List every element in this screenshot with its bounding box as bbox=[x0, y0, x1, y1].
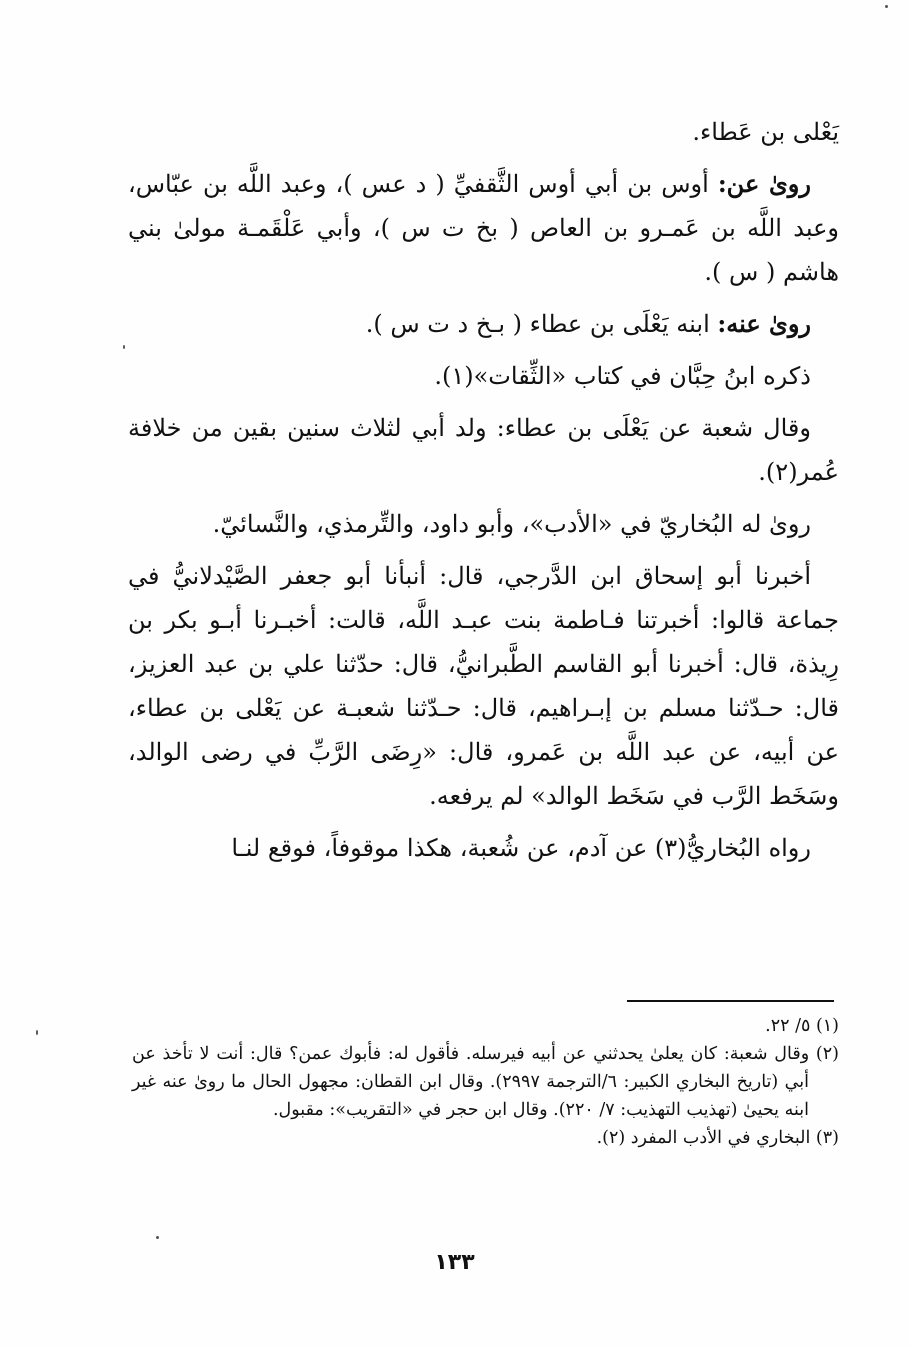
hadith-chain-paragraph: أخبرنا أبو إسحاق ابن الدَّرجي، قال: أنبأنا أبو جعفر الصَّيْدلانيُّ في جماعة قالوا: أخبرتنا فـاطمة بنت عبـد اللَّه، قالت: أخبـرنا أبـو بكر بن رِيذة، قال: أخبرنا أبو القاسم الطَّبرانيُّ، قال: حدّثنا علي بن عبد العزيز، قال: حـدّثنا مسلم بن إبـراهيم، قال: حـدّثنا شعبـة عن يَعْلى بن عطاء، عن أبيه، عن عبد اللَّه بن عَمرو، قال: «رِضَى الرَّبِّ في رضى الوالد، وسَخَط الرَّب في سَخَط الوالد» لم يرفعه. bbox=[128, 562, 839, 810]
narrated-by-text: ابنه يَعْلَى بن عطاء ( بـخ د ت س ). bbox=[365, 310, 710, 338]
scan-speck bbox=[156, 1236, 159, 1239]
shuba-paragraph: وقال شعبة عن يَعْلَى بن عطاء: ولد أبي لثلاث سنين بقين من خلافة عُمر(٢). bbox=[128, 414, 839, 486]
narrators-paragraph: روىٰ له البُخاريّ في «الأدب»، وأبو داود، والتِّرمذي، والنَّسائيّ. bbox=[212, 510, 811, 538]
scan-speck bbox=[885, 5, 888, 8]
main-text bbox=[128, 110, 839, 878]
footnote-separator bbox=[627, 1000, 834, 1002]
page-number: ١٣٣ bbox=[434, 1250, 475, 1275]
footnote-1: (١) ٥/ ٢٢. bbox=[765, 1016, 839, 1036]
footnotes bbox=[132, 1012, 839, 1152]
scan-speck bbox=[123, 345, 125, 349]
entry-title: يَعْلى بن عَطاء. bbox=[692, 118, 839, 146]
narrated-from-text: أوس بن أبي أوس الثَّقفيِّ ( د عس )، وعبد اللَّه بن عبّاس، وعبد اللَّه بن عَمـرو بن العاص ( بخ ت س )، وأبي عَلْقَمـة مولىٰ بني هاشم ( س ). bbox=[128, 170, 839, 286]
footnote-3: (٣) البخاري في الأدب المفرد (٢). bbox=[596, 1128, 839, 1148]
footnote-2: (٢) وقال شعبة: كان يعلىٰ يحدثني عن أبيه فيرسله. فأقول له: فأبوك عمن؟ قال: أنت لا تأخذ عن أبي (تاريخ البخاري الكبير: ٦/الترجمة ٢٩٩٧). وقال ابن القطان: مجهول الحال ما روىٰ عنه غير ابنه يحيىٰ (تهذيب التهذيب: ٧/ ٢٢٠). وقال ابن حجر في «التقريب»: مقبول. bbox=[132, 1044, 839, 1120]
narrated-by-label: روىٰ عنه: bbox=[717, 309, 811, 338]
narrated-by-paragraph bbox=[128, 302, 839, 346]
ibn-hibban-paragraph: ذكره ابنُ حِبَّان في كتاب «الثِّقات»(١). bbox=[434, 362, 811, 390]
narrated-from-paragraph bbox=[128, 162, 839, 294]
bukhari-paragraph: رواه البُخاريُّ(٣) عن آدم، عن شُعبة، هكذا موقوفاً، فوقع لنـا bbox=[231, 834, 811, 862]
narrated-from-label: روىٰ عن: bbox=[717, 169, 811, 198]
scan-speck bbox=[36, 1030, 38, 1035]
